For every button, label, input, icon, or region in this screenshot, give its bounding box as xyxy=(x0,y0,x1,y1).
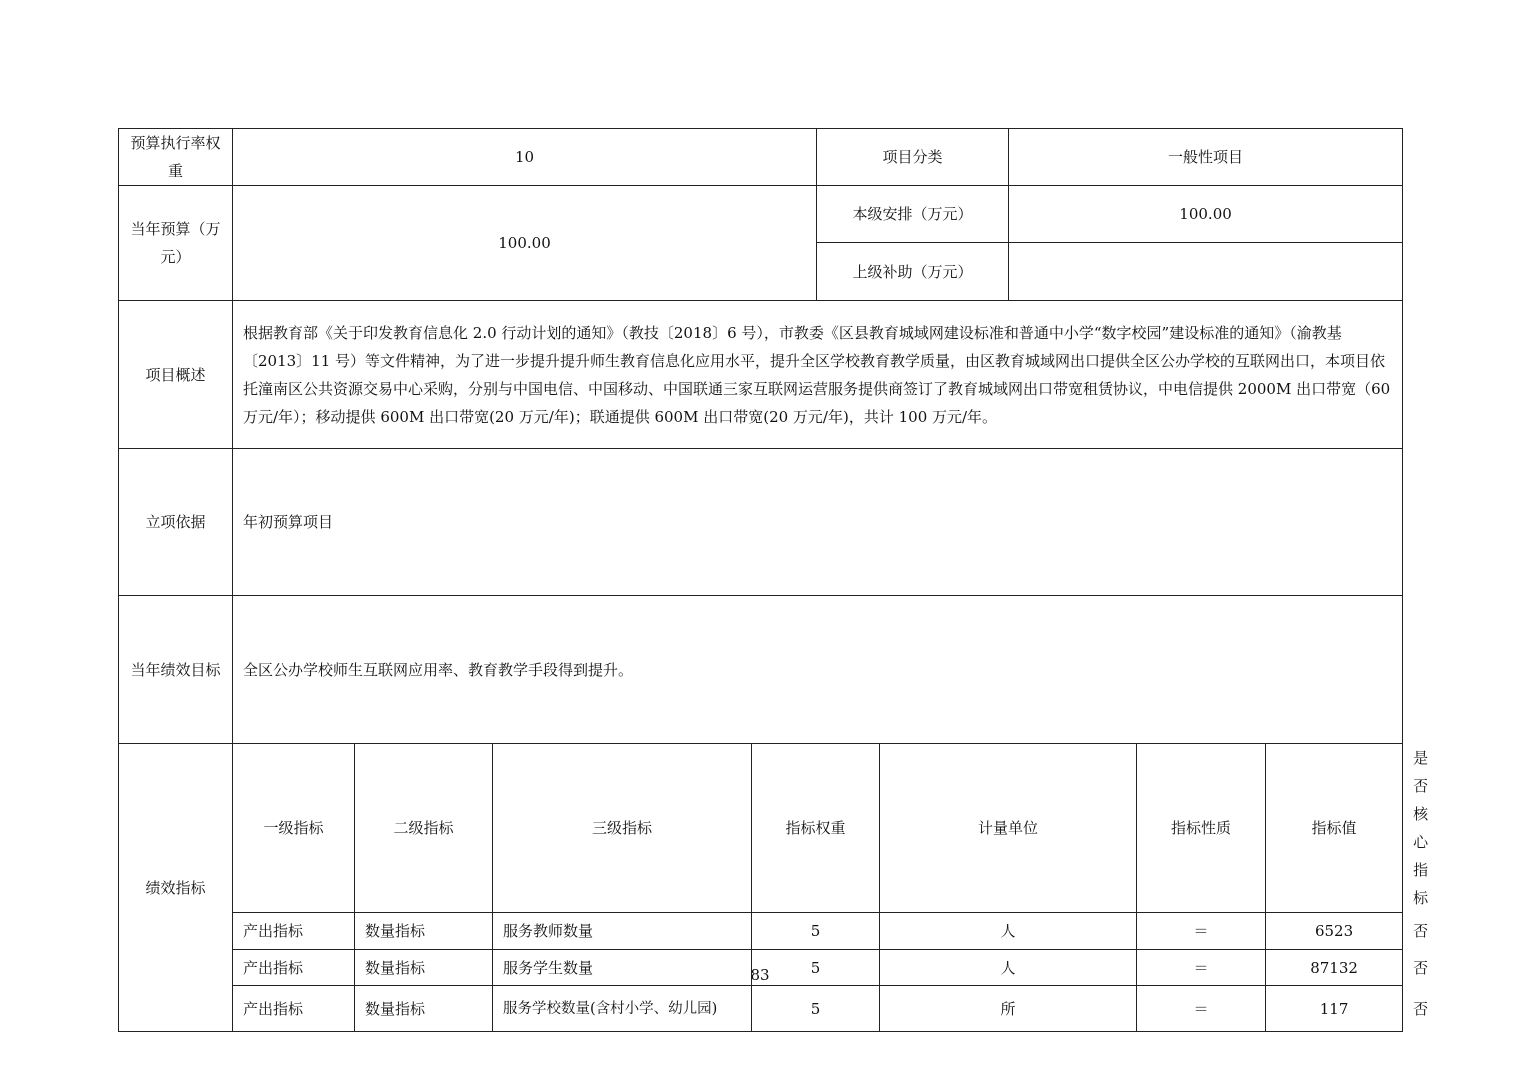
header-nature: 指标性质 xyxy=(1137,744,1266,913)
table-row: 产出指标 数量指标 服务学生数量 5 人 ＝ 87132 否 xyxy=(119,950,1403,986)
project-table xyxy=(118,128,1429,1032)
page-number: 83 xyxy=(750,966,770,984)
annual-budget-label: 当年预算（万元） xyxy=(119,186,233,301)
table-row: 产出指标 数量指标 服务教师数量 5 人 ＝ 6523 否 xyxy=(119,913,1403,950)
row2-unit: 人 xyxy=(880,950,1137,986)
header-level1: 一级指标 xyxy=(233,744,355,913)
row2-level3: 服务学生数量 xyxy=(493,950,752,986)
annual-budget-value: 100.00 xyxy=(233,186,817,301)
upper-subsidy-value xyxy=(1009,243,1403,301)
header-weight: 指标权重 xyxy=(752,744,880,913)
row2-level2: 数量指标 xyxy=(355,950,493,986)
row2-value: 87132 xyxy=(1266,950,1403,986)
goal-label: 当年绩效目标 xyxy=(119,596,233,744)
row1-unit: 人 xyxy=(880,913,1137,950)
budget-weight-value: 10 xyxy=(233,129,817,186)
row3-unit: 所 xyxy=(880,986,1137,1032)
overview-label: 项目概述 xyxy=(119,301,233,449)
category-value: 一般性项目 xyxy=(1009,129,1403,186)
upper-subsidy-label: 上级补助（万元） xyxy=(817,243,1009,301)
row3-value: 117 xyxy=(1266,986,1403,1032)
row-budget-weight xyxy=(119,129,1403,186)
row3-nature: ＝ xyxy=(1137,986,1266,1032)
row2-nature: ＝ xyxy=(1137,950,1266,986)
row3-level2: 数量指标 xyxy=(355,986,493,1032)
row3-level3: 服务学校数量(含村小学、幼儿园) xyxy=(493,986,752,1032)
row3-weight: 5 xyxy=(752,986,880,1032)
row1-value: 6523 xyxy=(1266,913,1403,950)
indicators-label: 绩效指标 xyxy=(119,744,233,1032)
basis-label: 立项依据 xyxy=(119,449,233,596)
row2-weight: 5 xyxy=(752,950,880,986)
row1-level1: 产出指标 xyxy=(233,913,355,950)
row-overview xyxy=(119,301,1403,449)
row2-level1: 产出指标 xyxy=(233,950,355,986)
overview-text: 根据教育部《关于印发教育信息化 2.0 行动计划的通知》（教技〔2018〕6 号），市教委《区县教育城域网建设标准和普通中小学“数字校园”建设标准的通知》（渝教基〔2013〕11 号）等文件精神，为了进一步提升提升师生教育信息化应用水平，提升全区学校教育教学质量，由区教育城域网出口提供全区公办学校的互联网出口，本项目依托潼南区公共资源交易中心采购，分别与中国电信、中国移动、中国联通三家互联网运营服务提供商签订了教育城域网出口带宽租赁协议，中电信提供 2000M 出口带宽（60 万元/年）；移动提供 600M 出口带宽(20 万元/年)；联通提供 600M 出口带宽(20 万元/年)，共计 100 万元/年。 xyxy=(233,301,1403,449)
header-value: 指标值 xyxy=(1266,744,1403,913)
goal-text: 全区公办学校师生互联网应用率、教育教学手段得到提升。 xyxy=(233,596,1403,744)
row-basis xyxy=(119,449,1403,596)
header-level3: 三级指标 xyxy=(493,744,752,913)
row1-nature: ＝ xyxy=(1137,913,1266,950)
table-row: 产出指标 数量指标 服务学校数量(含村小学、幼儿园) 5 所 ＝ 117 否 xyxy=(119,986,1403,1032)
header-unit: 计量单位 xyxy=(880,744,1137,913)
row-annual-budget xyxy=(119,186,1403,243)
category-label: 项目分类 xyxy=(817,129,1009,186)
row1-level2: 数量指标 xyxy=(355,913,493,950)
local-arrangement-label: 本级安排（万元） xyxy=(817,186,1009,243)
row3-level1: 产出指标 xyxy=(233,986,355,1032)
row1-level3: 服务教师数量 xyxy=(493,913,752,950)
row-goal xyxy=(119,596,1403,744)
row1-weight: 5 xyxy=(752,913,880,950)
basis-text: 年初预算项目 xyxy=(233,449,1403,596)
local-arrangement-value: 100.00 xyxy=(1009,186,1403,243)
indicator-header-row: 绩效指标 一级指标 二级指标 三级指标 指标权重 计量单位 指标性质 指标值 是否核心指标 xyxy=(119,744,1403,913)
header-level2: 二级指标 xyxy=(355,744,493,913)
budget-weight-label: 预算执行率权重 xyxy=(119,129,233,186)
